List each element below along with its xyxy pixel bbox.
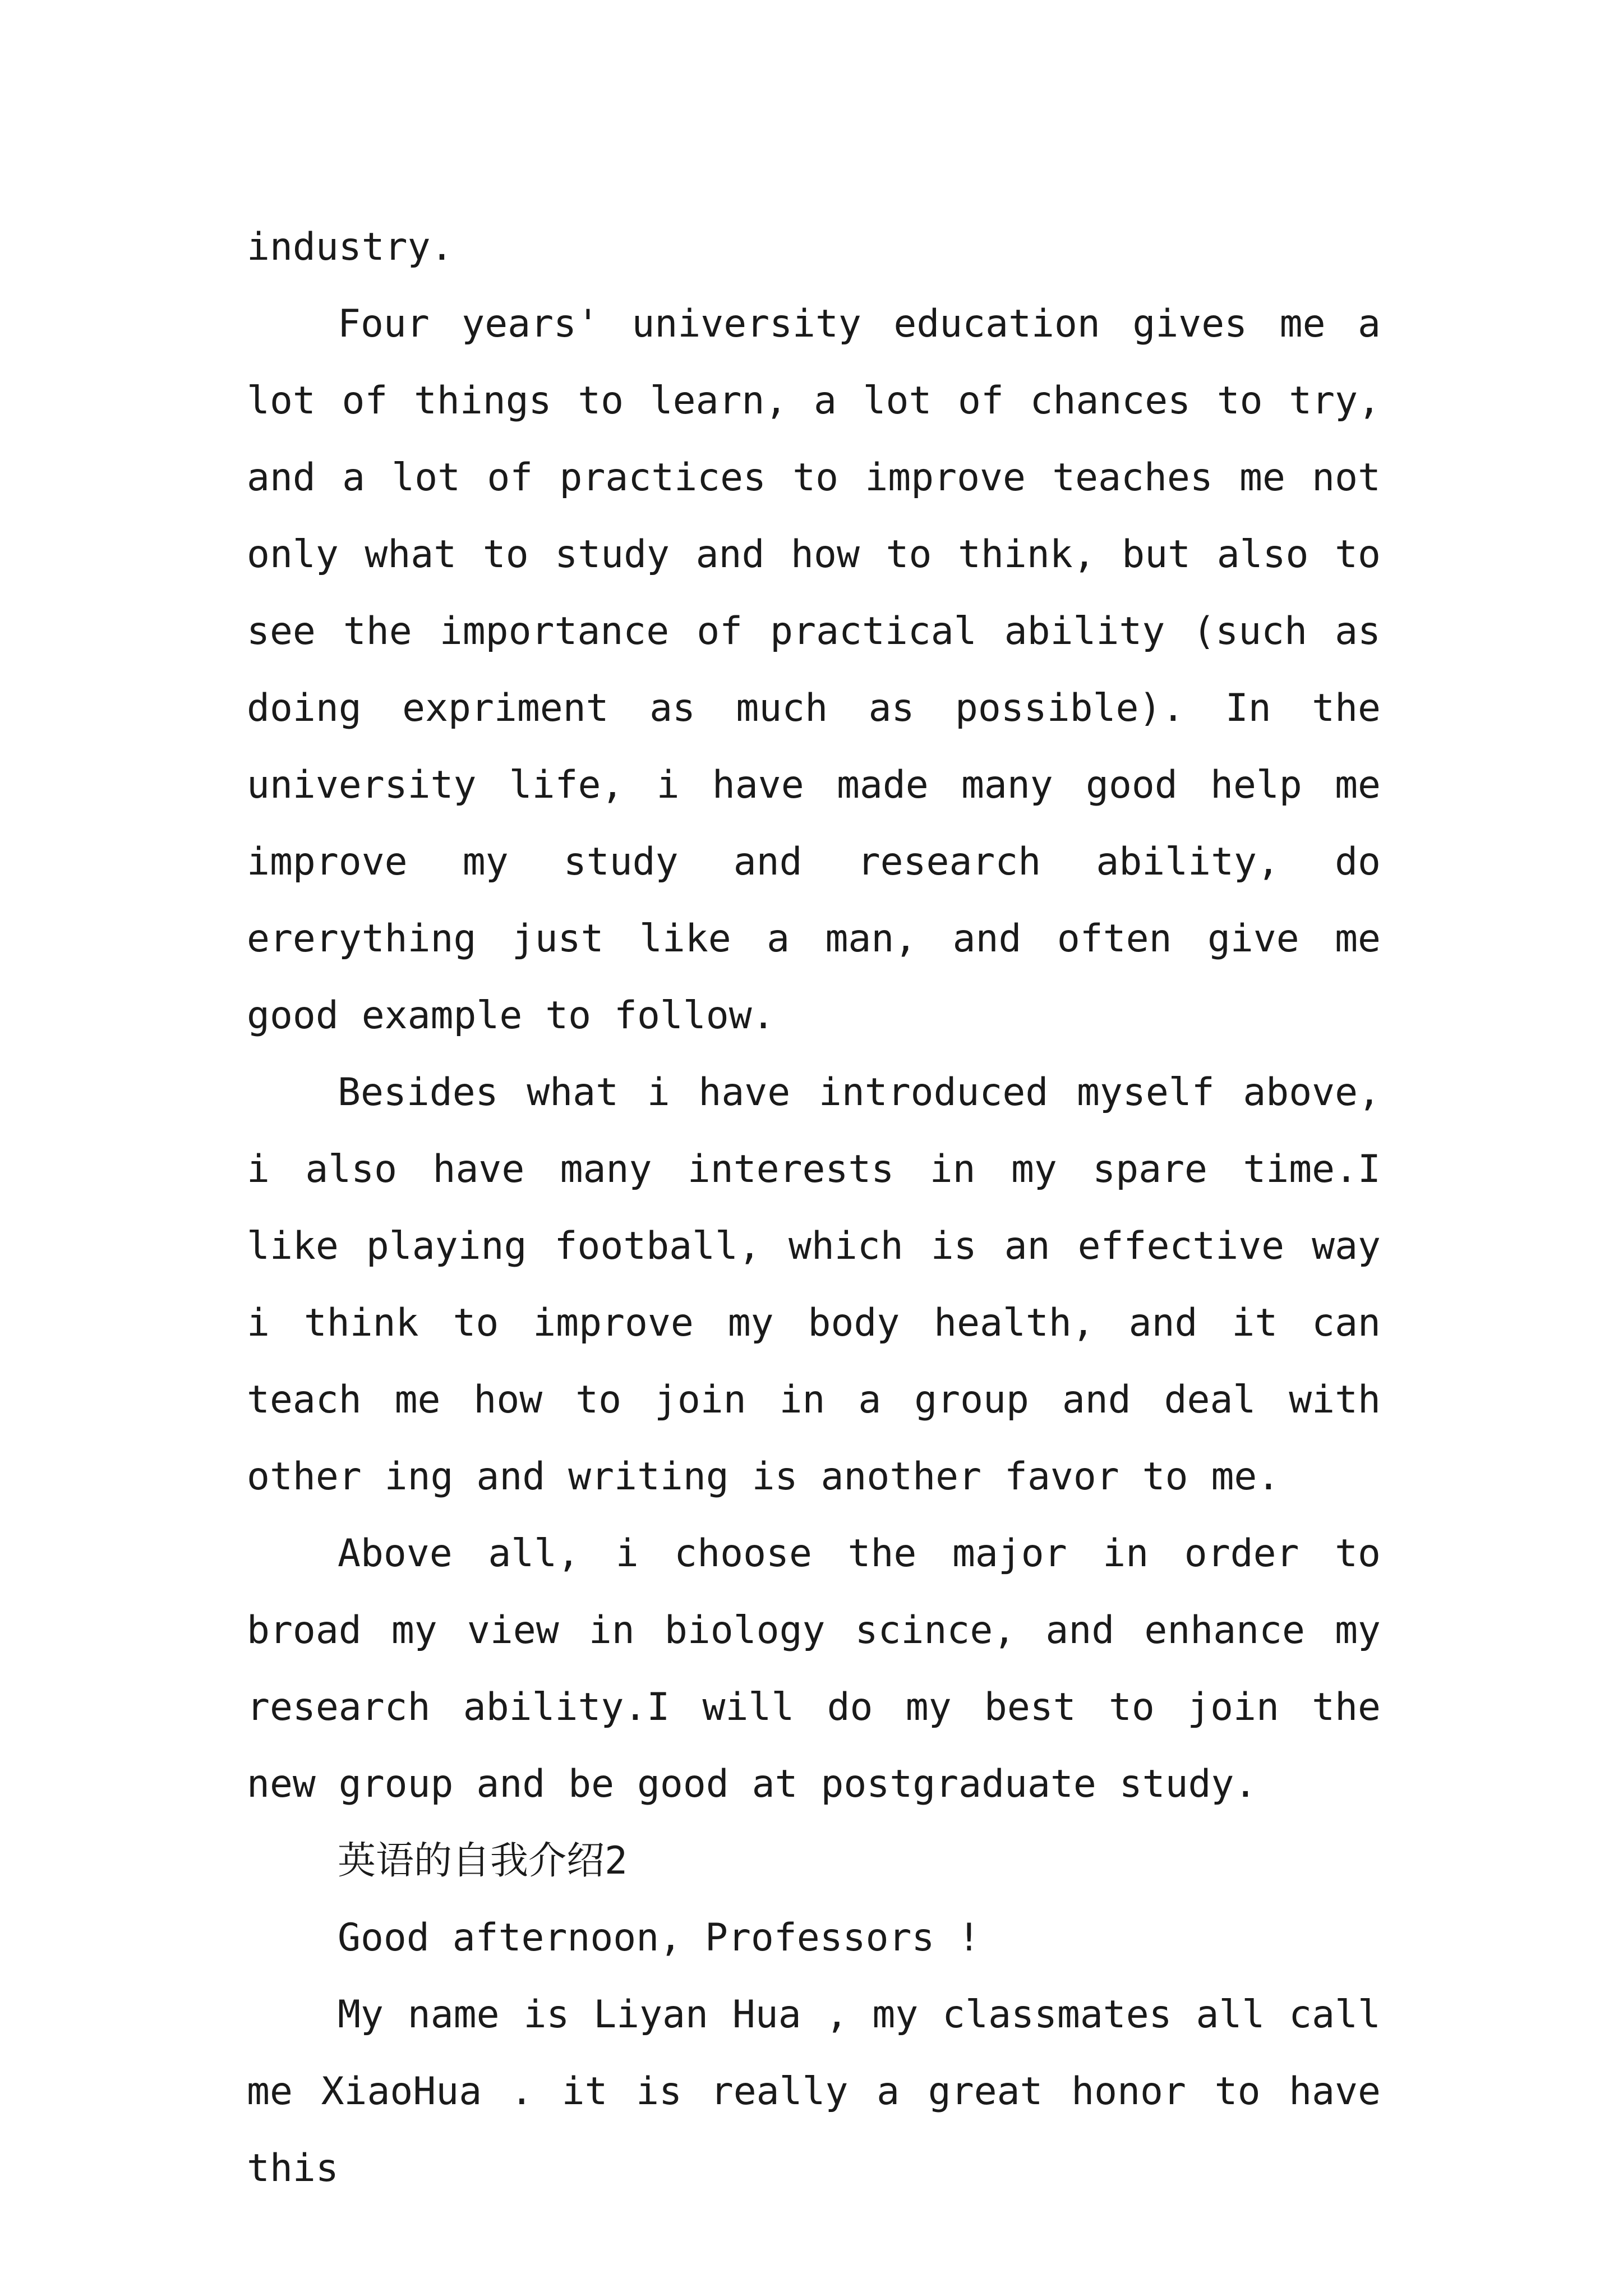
paragraph-continuation: industry. — [247, 225, 454, 269]
paragraph-university-education: Four years' university education gives me a lot of things to learn, a lot of chances to try, and a lot of practices to improve teaches me not only what to study and how to think, but also to see the importance of practical ability (such as doing expriment as much as possible). In the university life, i have made many good help me improve my study and research ability, do ererything just like a man, and often give me good example to follow. — [247, 302, 1381, 1038]
paragraph-interests: Besides what i have introduced myself above, i also have many interests in my spare time.I like playing football, which is an effective way i think to improve my body health, and it can teach me how to join in a group and deal with other ing and writing is another favor to me. — [247, 1070, 1381, 1499]
document-body — [247, 209, 1381, 2207]
paragraph-introduction: My name is Liyan Hua , my classmates all call me XiaoHua . it is really a great honor to have this — [247, 1993, 1381, 2191]
paragraph-conclusion: Above all, i choose the major in order to broad my view in biology scince, and enhance my research ability.I will do my best to join the new group and be good at postgraduate study. — [247, 1531, 1381, 1806]
greeting-line: Good afternoon, Professors ! — [338, 1916, 981, 1960]
section-heading: 英语的自我介绍2 — [338, 1839, 628, 1883]
